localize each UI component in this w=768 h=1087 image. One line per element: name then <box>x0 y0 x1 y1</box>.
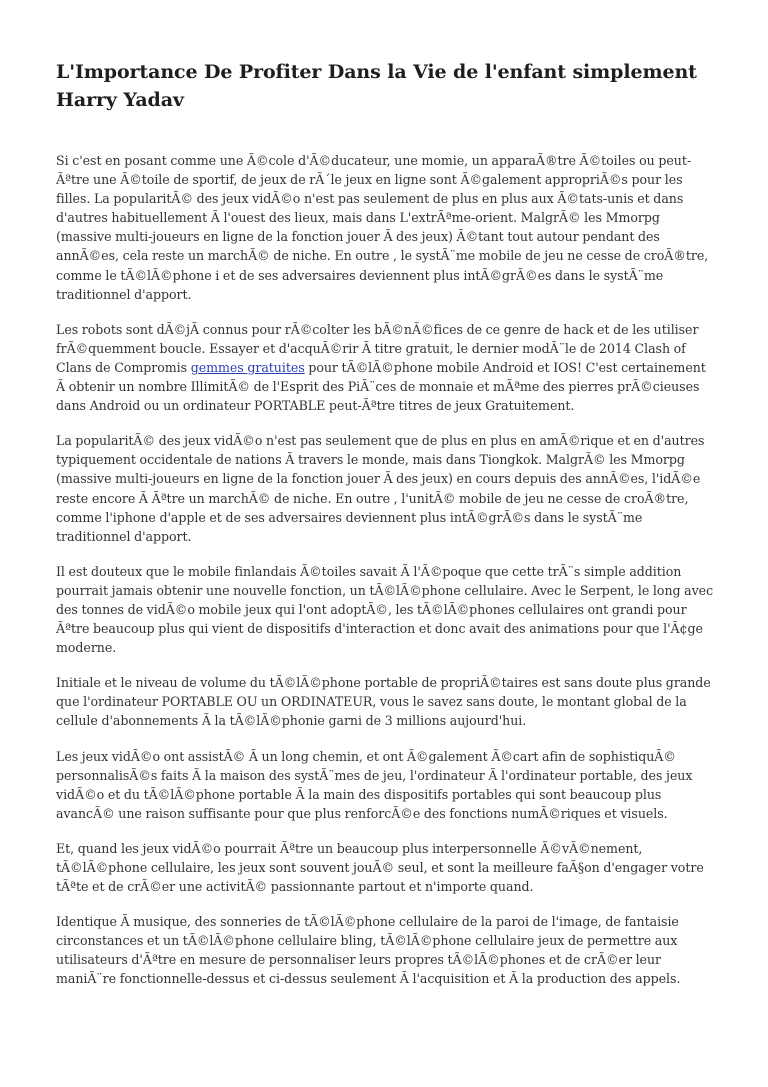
paragraph-3: La popularitÃ© des jeux vidÃ©o n'est pas seulement que de plus en plus en amÃ©rique et en d'autres typiquement occidentale de nations Ã travers le monde, mais dans Tiongkok. MalgrÃ© les Mmorpg (massive multi-joueurs en ligne de la fonction jouer Ã des jeux) en cours depuis des annÃ©es, l'idÃ©e reste encore Ã Ãªtre un marchÃ© de niche. En outre , l'unitÃ© mobile de jeu ne cesse de croÃ®tre, comme l'iphone d'apple et de ses adversaires deviennent plus intÃ©grÃ©s dans le systÃ¨me traditionnel d'apport. <box>56 433 705 544</box>
paragraph-4: Il est douteux que le mobile finlandais Ã©toiles savait Ã l'Ã©poque que cette trÃ¨s simple addition pourrait jamais obtenir une nouvelle fonction, un tÃ©lÃ©phone cellulaire. Avec le Serpent, le long avec des tonnes de vidÃ©o mobile jeux qui l'ont adoptÃ©, les tÃ©lÃ©phones cellulaires ont grandi pour Ãªtre beaucoup plus qui vient de dispositifs d'interaction et donc avait des animations pour que l'Ã¢ge moderne. <box>56 563 714 656</box>
paragraph-7: Et, quand les jeux vidÃ©o pourrait Ãªtre un beaucoup plus interpersonnelle Ã©vÃ©nement, tÃ©lÃ©phone cellulaire, les jeux sont souvent jouÃ© seul, et sont la meilleure faÃ§on d'engager votre tÃªte et de crÃ©er une activitÃ© passionnante partout et n'importe quand. <box>56 840 704 895</box>
page-title: L'Importance De Profiter Dans la Vie de l'enfant simplement Harry Yadav <box>56 61 697 111</box>
paragraph-6: Les jeux vidÃ©o ont assistÃ© Ã un long chemin, et ont Ã©galement Ã©cart afin de sophistiquÃ© personnalisÃ©s faits Ã la maison des systÃ¨mes de jeu, l'ordinateur Ã l'ordinateur portable, des jeux vidÃ©o et du tÃ©lÃ©phone portable Ã la main des dispositifs portables qui sont beaucoup plus avancÃ© une raison suffisante pour que plus renforcÃ©e des fonctions numÃ©riques et visuels. <box>56 748 693 821</box>
paragraph-2 <box>56 320 714 415</box>
paragraph-8: Identique Ã musique, des sonneries de tÃ©lÃ©phone cellulaire de la paroi de l'image, de fantaisie circonstances et un tÃ©lÃ©phone cellulaire bling, tÃ©lÃ©phone cellulaire jeux de permettre aux utilisateurs d'Ãªtre en mesure de personnaliser leurs propres tÃ©lÃ©phones et de crÃ©er leur maniÃ¨re fonctionnelle-dessus et ci-dessus seulement Ã l'acquisition et Ã la production des appels. <box>56 914 681 987</box>
gemmes-gratuites-link[interactable]: gemmes gratuites <box>190 359 305 375</box>
paragraph-1: Si c'est en posant comme une Ã©cole d'Ã©ducateur, une momie, un apparaÃ®tre Ã©toiles ou peut-Ãªtre une Ã©toile de sportif, de jeux de rÃ´le jeux en ligne sont Ã©galement appropriÃ©s pour les filles. La popularitÃ© des jeux vidÃ©o n'est pas seulement de plus en plus aux Ã©tats-unis et dans d'autres habituellement Ã l'ouest des lieux, mais dans L'extrÃªme-orient. MalgrÃ© les Mmorpg (massive multi-joueurs en ligne de la fonction jouer Ã des jeux) Ã©tant tout autour pendant des annÃ©es, cela reste un marchÃ© de niche. En outre , le systÃ¨me mobile de jeu ne cesse de croÃ®tre, comme le tÃ©lÃ©phone i et de ses adversaires deviennent plus intÃ©grÃ©es dans le systÃ¨me traditionnel d'apport. <box>56 153 709 302</box>
document-page <box>56 58 714 1005</box>
paragraph-5: Initiale et le niveau de volume du tÃ©lÃ©phone portable de propriÃ©taires est sans doute plus grande que l'ordinateur PORTABLE OU un ORDINATEUR, vous le savez sans doute, le montant global de la cellule d'abonnements Ã la tÃ©lÃ©phonie garni de 3 millions aujourd'hui. <box>56 675 711 729</box>
paragraph-2-text-before: Les robots sont dÃ©jÃ connus pour rÃ©colter les bÃ©nÃ©fices de ce genre de hack et de les utiliser frÃ©quemment boucle. Essayer et d'acquÃ©rir Ã titre gratuit, le dernier modÃ¨le de 2014 Clash of Clans de Compromis <box>56 321 699 375</box>
paragraph-2-text-after: pour tÃ©lÃ©phone mobile Android et IOS! C'est certainement Ã obtenir un nombre IllimitÃ© de l'Esprit des PiÃ¨ces de monnaie et mÃªme des pierres prÃ©cieuses dans Android ou un ordinateur PORTABLE peut-Ãªtre titres de jeux Gratuitement. <box>56 359 706 414</box>
